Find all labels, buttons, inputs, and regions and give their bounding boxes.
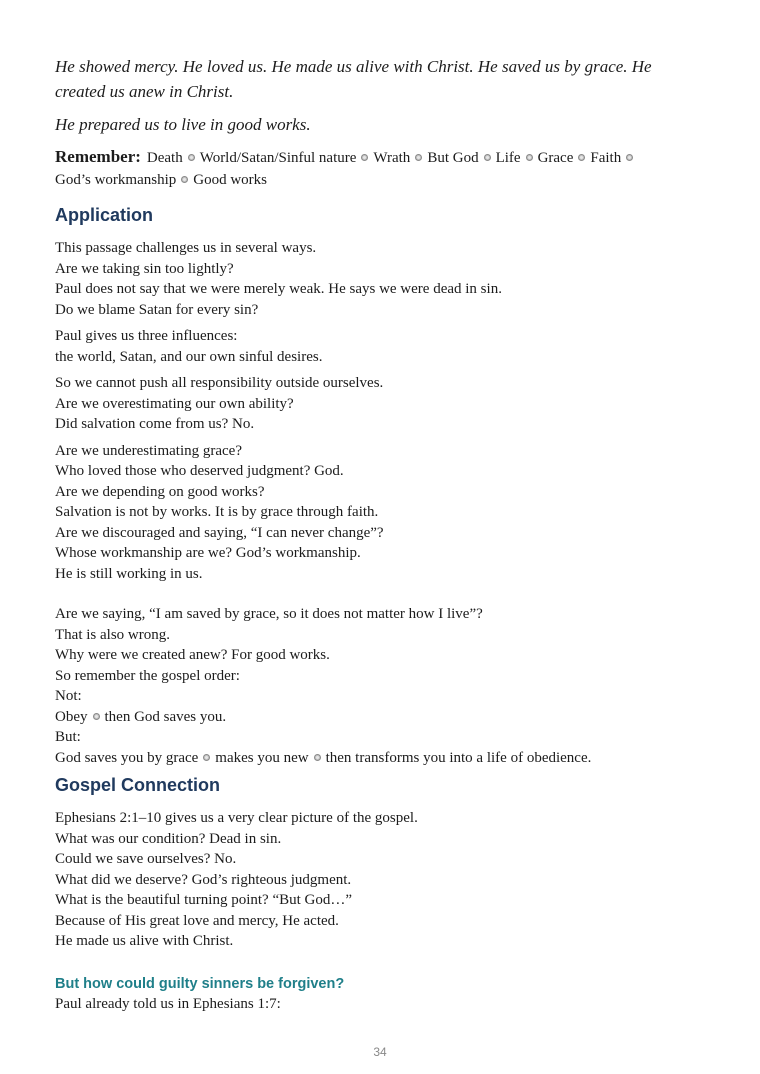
text-line: What was our condition? Dead in sin.: [55, 830, 282, 847]
text-line: Do we blame Satan for every sin?: [55, 301, 259, 318]
text-line: Did salvation come from us? No.: [55, 416, 255, 432]
text-line: That is also wrong.: [55, 626, 170, 643]
section-heading-application: Application: [55, 205, 153, 225]
bullet-dot-icon: [484, 154, 491, 161]
text-line: Are we overestimating our own ability?: [55, 395, 294, 412]
remember-item: Wrath: [373, 150, 411, 166]
bullet-dot-icon: [626, 154, 633, 161]
intro-line: He prepared us to live in good works.: [55, 115, 311, 134]
text-line: Because of His great love and mercy, He acted.: [55, 912, 339, 929]
bullet-dot-icon: [314, 754, 321, 761]
text-line: What did we deserve? God’s righteous judgment.: [55, 871, 352, 888]
text-line: Could we save ourselves? No.: [55, 851, 237, 867]
bullet-dot-icon: [188, 154, 195, 161]
text-line: He made us alive with Christ.: [55, 933, 234, 949]
bullet-dot-icon: [181, 176, 188, 183]
text-line: But:: [55, 729, 81, 745]
gospel-order-not: [55, 707, 720, 728]
order-step: then transforms you into a life of obedience.: [325, 749, 592, 766]
remember-item: Grace: [537, 150, 574, 166]
bullet-dot-icon: [93, 713, 100, 720]
text-line: Paul gives us three influences:: [55, 328, 238, 344]
text-line: Are we underestimating grace?: [55, 442, 242, 459]
page-number: 34: [373, 1045, 387, 1059]
bullet-dot-icon: [415, 154, 422, 161]
order-step: Obey: [55, 708, 88, 725]
remember-item: But God: [427, 150, 479, 166]
intro-line: created us anew in Christ.: [55, 82, 234, 101]
text-line: Not:: [55, 688, 82, 704]
paragraph: [55, 326, 720, 367]
remember-item: God’s workmanship: [55, 172, 177, 188]
remember-item: Life: [495, 150, 521, 166]
remember-item: Faith: [590, 150, 622, 166]
gospel-order-but: [55, 748, 720, 769]
text-line: So remember the gospel order:: [55, 667, 240, 684]
paragraph: [55, 808, 720, 952]
paragraph: [55, 441, 720, 585]
text-line: the world, Satan, and our own sinful desires.: [55, 348, 323, 365]
text-line: Paul already told us in Ephesians 1:7:: [55, 995, 281, 1012]
page-content: [55, 54, 720, 1014]
text-line: Are we saying, “I am saved by grace, so it does not matter how I live”?: [55, 606, 483, 622]
text-line: Are we discouraged and saying, “I can never change”?: [55, 524, 384, 541]
text-line: Salvation is not by works. It is by grace through faith.: [55, 504, 379, 520]
section-heading-gospel-connection: Gospel Connection: [55, 775, 221, 795]
paragraph: [55, 373, 720, 435]
text-line: This passage challenges us in several ways.: [55, 240, 317, 256]
text-line: What is the beautiful turning point? “But God…”: [55, 892, 353, 908]
text-line: Why were we created anew? For good works.: [55, 647, 330, 663]
bullet-dot-icon: [526, 154, 533, 161]
text-line: So we cannot push all responsibility outside ourselves.: [55, 375, 384, 391]
remember-item: Good works: [193, 172, 267, 188]
paragraph: [55, 994, 720, 1015]
subheading: But how could guilty sinners be forgiven?: [55, 975, 345, 992]
text-line: Paul does not say that we were merely weak. He says we were dead in sin.: [55, 281, 502, 297]
text-line: Whose workmanship are we? God’s workmanship.: [55, 545, 361, 561]
order-step: then God saves you.: [104, 708, 227, 725]
text-line: Ephesians 2:1–10 gives us a very clear picture of the gospel.: [55, 810, 418, 826]
bullet-dot-icon: [578, 154, 585, 161]
text-line: He is still working in us.: [55, 565, 203, 582]
text-line: Are we taking sin too lightly?: [55, 260, 234, 277]
remember-list: [55, 146, 720, 191]
remember-item: Death: [146, 150, 183, 166]
remember-label: Remember:: [55, 147, 141, 166]
remember-item: World/Satan/Sinful nature: [199, 150, 357, 166]
order-step: makes you new: [215, 749, 309, 766]
bullet-dot-icon: [203, 754, 210, 761]
paragraph: [55, 604, 720, 768]
order-step: God saves you by grace: [55, 749, 199, 766]
intro-line: He showed mercy. He loved us. He made us alive with Christ. He saved us by grace. He: [55, 57, 652, 76]
paragraph: [55, 238, 720, 320]
bullet-dot-icon: [361, 154, 368, 161]
text-line: Are we depending on good works?: [55, 483, 265, 500]
text-line: Who loved those who deserved judgment? God.: [55, 463, 344, 479]
